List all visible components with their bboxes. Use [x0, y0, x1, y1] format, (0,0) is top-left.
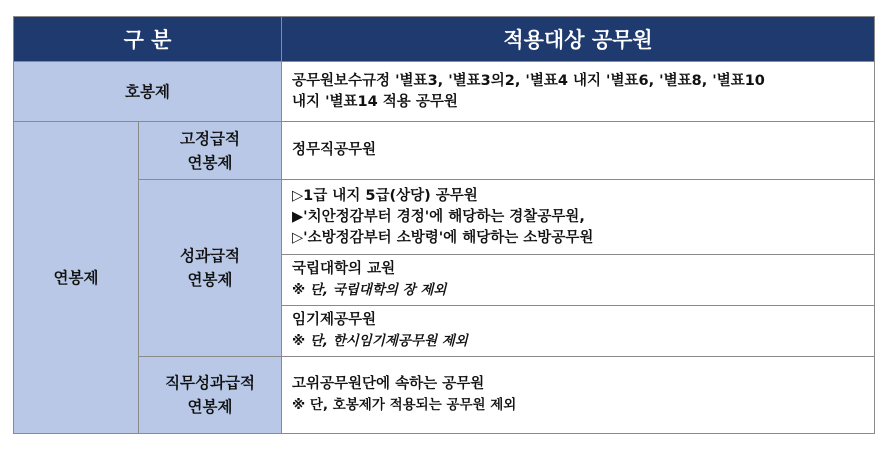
job-performance-line1: 고위공무원단에 속하는 공무원 [292, 376, 485, 392]
fixed-label-line2: 연봉제 [187, 153, 233, 172]
fixed-value: 정무직공무원 [282, 122, 875, 180]
hobong-value [282, 62, 875, 122]
performance-group3-note: ※ 단, 한시임기제공무원 제외 [292, 333, 468, 349]
performance-group2-line1: 국립대학의 교원 [292, 261, 396, 277]
performance-group3-line1: 임기제공무원 [292, 312, 377, 328]
performance-row-1 [14, 180, 875, 255]
performance-group2 [282, 255, 875, 306]
performance-group1-line1: ▷1급 내지 5급(상당) 공무원 [292, 187, 478, 204]
hobong-line1: 공무원보수규정 '별표3, '별표3의2, '별표4 내지 '별표6, '별표8, '별표10 [292, 72, 765, 89]
fixed-label-line1: 고정급적 [180, 129, 240, 148]
performance-group3 [282, 306, 875, 357]
job-performance-row [14, 357, 875, 434]
header-row [14, 17, 875, 62]
performance-group2-note: ※ 단, 국립대학의 장 제외 [292, 282, 447, 298]
job-performance-note: ※ 단, 호봉제가 적용되는 공무원 제외 [292, 397, 517, 413]
performance-label [139, 180, 282, 357]
job-performance-value [282, 357, 875, 434]
hobong-row [14, 62, 875, 122]
performance-group1-line2: ▶'치안정감부터 경정'에 해당하는 경찰공무원, [292, 208, 585, 225]
performance-group1-line3: ▷'소방정감부터 소방령'에 해당하는 소방공무원 [292, 229, 594, 246]
hobong-label: 호봉제 [14, 62, 282, 122]
performance-group1 [282, 180, 875, 255]
fixed-row [14, 122, 875, 180]
pay-system-table [13, 16, 875, 434]
job-performance-label-line1: 직무성과급적 [165, 374, 255, 392]
job-performance-label [139, 357, 282, 434]
performance-label-line1: 성과급적 [180, 247, 240, 265]
yeonbong-label: 연봉제 [14, 122, 139, 434]
header-target: 적용대상 공무원 [282, 17, 875, 62]
fixed-label [139, 122, 282, 180]
performance-label-line2: 연봉제 [187, 271, 233, 289]
job-performance-label-line2: 연봉제 [187, 398, 233, 416]
header-category: 구 분 [14, 17, 282, 62]
hobong-line2: 내지 '별표14 적용 공무원 [292, 93, 458, 110]
